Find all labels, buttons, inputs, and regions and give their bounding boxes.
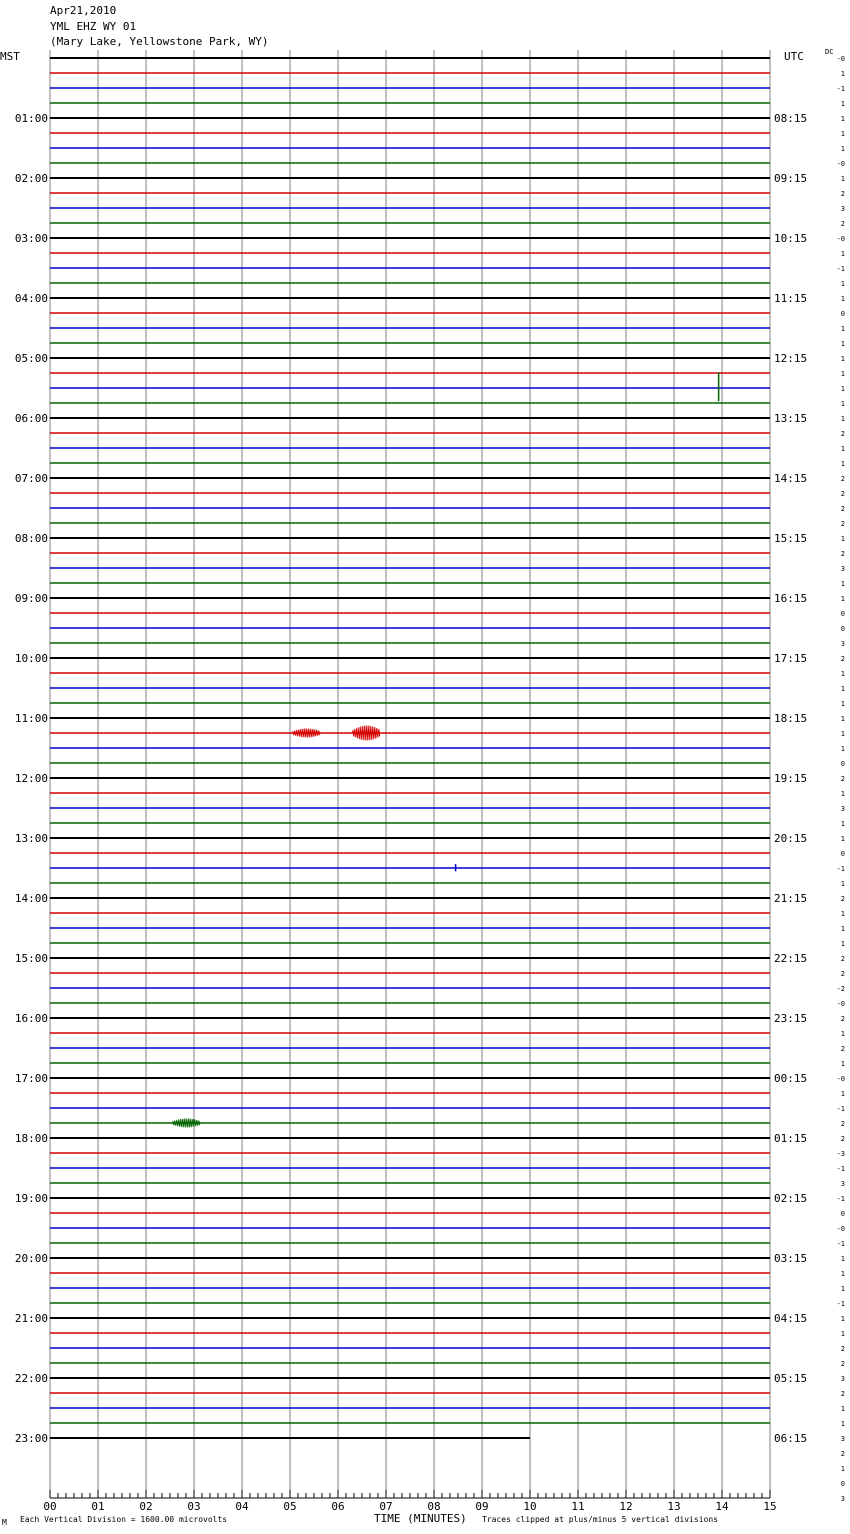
left-hour-label: 12:00 xyxy=(14,772,48,785)
dc-offset-value: 1 xyxy=(840,715,845,723)
dc-offset-value: 1 xyxy=(840,175,845,183)
x-tick-label: 04 xyxy=(235,1500,249,1513)
left-hour-label: 07:00 xyxy=(14,472,48,485)
dc-offset-value: 1 xyxy=(840,355,845,363)
dc-offset-value: 1 xyxy=(840,385,845,393)
dc-offset-value: -1 xyxy=(836,865,845,873)
left-hour-label: 23:00 xyxy=(14,1432,48,1445)
dc-offset-value: 1 xyxy=(840,1285,845,1293)
dc-offset-value: 2 xyxy=(840,655,845,663)
dc-offset-value: 1 xyxy=(840,745,845,753)
dc-offset-value: 1 xyxy=(840,1315,845,1323)
dc-offset-value: 3 xyxy=(840,1495,845,1503)
dc-offset-value: 1 xyxy=(840,415,845,423)
dc-offset-value: 1 xyxy=(840,250,845,258)
right-hour-label: 08:15 xyxy=(774,112,808,125)
dc-offset-value: -0 xyxy=(836,1000,845,1008)
right-hour-label: 10:15 xyxy=(774,232,808,245)
dc-offset-value: 2 xyxy=(840,1045,845,1053)
dc-offset-value: 1 xyxy=(840,580,845,588)
right-hour-label: 21:15 xyxy=(774,892,808,905)
dc-offset-value: -0 xyxy=(836,1225,845,1233)
dc-offset-value: 1 xyxy=(840,295,845,303)
dc-offset-value: 2 xyxy=(840,1390,845,1398)
dc-offset-value: 2 xyxy=(840,1015,845,1023)
dc-offset-value: 2 xyxy=(840,1345,845,1353)
dc-offset-value: -1 xyxy=(836,1105,845,1113)
event-burst xyxy=(173,1119,200,1128)
dc-offset-value: 1 xyxy=(840,460,845,468)
left-hour-label: 14:00 xyxy=(14,892,48,905)
right-hour-label: 11:15 xyxy=(774,292,808,305)
dc-offset-value: 1 xyxy=(840,445,845,453)
dc-offset-value: 2 xyxy=(840,1450,845,1458)
dc-offset-value: 3 xyxy=(840,565,845,573)
dc-offset-value: -0 xyxy=(836,55,845,63)
dc-offset-value: 1 xyxy=(840,685,845,693)
left-hour-label: 11:00 xyxy=(14,712,48,725)
dc-offset-value: 3 xyxy=(840,805,845,813)
x-tick-label: 00 xyxy=(43,1500,57,1513)
left-hour-label: 20:00 xyxy=(14,1252,48,1265)
left-hour-label: 13:00 xyxy=(14,832,48,845)
x-tick-label: 11 xyxy=(571,1500,585,1513)
right-timezone-label: UTC xyxy=(784,50,804,63)
dc-offset-value: 3 xyxy=(840,1435,845,1443)
dc-offset-value: 0 xyxy=(840,850,845,858)
x-tick-label: 14 xyxy=(715,1500,729,1513)
left-hour-label: 21:00 xyxy=(14,1312,48,1325)
dc-offset-value: 3 xyxy=(840,1180,845,1188)
dc-offset-value: 1 xyxy=(840,670,845,678)
dc-offset-value: 1 xyxy=(840,400,845,408)
dc-offset-value: 2 xyxy=(840,895,845,903)
station-location: (Mary Lake, Yellowstone Park, WY) xyxy=(50,35,269,48)
dc-offset-value: 1 xyxy=(840,100,845,108)
left-hour-label: 18:00 xyxy=(14,1132,48,1145)
left-hour-label: 01:00 xyxy=(14,112,48,125)
left-hour-label: 04:00 xyxy=(14,292,48,305)
dc-offset-value: 1 xyxy=(840,940,845,948)
dc-offset-value: -2 xyxy=(836,985,845,993)
dc-offset-value: 1 xyxy=(840,790,845,798)
dc-offset-value: 1 xyxy=(840,1405,845,1413)
dc-offset-value: 2 xyxy=(840,550,845,558)
left-hour-label: 09:00 xyxy=(14,592,48,605)
x-tick-label: 01 xyxy=(91,1500,105,1513)
dc-offset-value: 2 xyxy=(840,505,845,513)
dc-offset-value: 2 xyxy=(840,970,845,978)
right-hour-label: 17:15 xyxy=(774,652,808,665)
dc-offset-value: 1 xyxy=(840,145,845,153)
dc-offset-value: 1 xyxy=(840,1255,845,1263)
left-hour-label: 02:00 xyxy=(14,172,48,185)
dc-offset-value: 2 xyxy=(840,475,845,483)
dc-offset-value: 1 xyxy=(840,835,845,843)
right-hour-label: 18:15 xyxy=(774,712,808,725)
dc-offset-value: 2 xyxy=(840,1135,845,1143)
dc-offset-value: 1 xyxy=(840,130,845,138)
dc-offset-value: 1 xyxy=(840,700,845,708)
right-hour-label: 22:15 xyxy=(774,952,808,965)
left-hour-label: 17:00 xyxy=(14,1072,48,1085)
dc-offset-value: -1 xyxy=(836,265,845,273)
right-hour-label: 05:15 xyxy=(774,1372,808,1385)
dc-offset-value: -1 xyxy=(836,85,845,93)
dc-offset-value: 0 xyxy=(840,760,845,768)
dc-column-label: DC xyxy=(825,48,834,56)
x-tick-label: 03 xyxy=(187,1500,201,1513)
dc-offset-value: 0 xyxy=(840,1480,845,1488)
dc-offset-value: 2 xyxy=(840,190,845,198)
dc-offset-value: 0 xyxy=(840,625,845,633)
dc-offset-value: 1 xyxy=(840,880,845,888)
right-hour-label: 23:15 xyxy=(774,1012,808,1025)
dc-offset-value: -1 xyxy=(836,1240,845,1248)
dc-offset-value: 2 xyxy=(840,520,845,528)
dc-offset-value: -1 xyxy=(836,1195,845,1203)
dc-offset-value: 1 xyxy=(840,1060,845,1068)
left-timezone-label: MST xyxy=(0,50,20,63)
dc-offset-value: 0 xyxy=(840,1210,845,1218)
right-hour-label: 16:15 xyxy=(774,592,808,605)
x-tick-label: 13 xyxy=(667,1500,681,1513)
x-tick-label: 15 xyxy=(763,1500,777,1513)
left-hour-label: 06:00 xyxy=(14,412,48,425)
dc-offset-value: 2 xyxy=(840,220,845,228)
event-burst xyxy=(353,726,380,741)
dc-offset-value: 2 xyxy=(840,1360,845,1368)
dc-offset-value: -3 xyxy=(836,1150,845,1158)
dc-offset-value: 2 xyxy=(840,775,845,783)
dc-offset-value: 3 xyxy=(840,640,845,648)
x-tick-label: 12 xyxy=(619,1500,633,1513)
dc-offset-value: 1 xyxy=(840,115,845,123)
dc-offset-value: 1 xyxy=(840,1330,845,1338)
left-hour-label: 22:00 xyxy=(14,1372,48,1385)
right-hour-label: 03:15 xyxy=(774,1252,808,1265)
x-tick-label: 02 xyxy=(139,1500,153,1513)
left-hour-label: 10:00 xyxy=(14,652,48,665)
dc-offset-value: -1 xyxy=(836,1300,845,1308)
dc-offset-value: 2 xyxy=(840,490,845,498)
right-hour-label: 06:15 xyxy=(774,1432,808,1445)
dc-offset-value: 2 xyxy=(840,955,845,963)
right-hour-label: 00:15 xyxy=(774,1072,808,1085)
x-axis-title: TIME (MINUTES) xyxy=(374,1512,467,1525)
dc-offset-value: -0 xyxy=(836,235,845,243)
dc-offset-value: 1 xyxy=(840,1030,845,1038)
left-hour-label: 15:00 xyxy=(14,952,48,965)
dc-offset-value: 1 xyxy=(840,1420,845,1428)
corner-mark: M xyxy=(2,1518,7,1527)
dc-offset-value: 1 xyxy=(840,70,845,78)
dc-offset-value: 1 xyxy=(840,1270,845,1278)
dc-offset-value: 2 xyxy=(840,1120,845,1128)
dc-offset-value: 1 xyxy=(840,730,845,738)
right-hour-label: 15:15 xyxy=(774,532,808,545)
dc-offset-value: 1 xyxy=(840,1090,845,1098)
right-hour-label: 19:15 xyxy=(774,772,808,785)
event-marks xyxy=(173,372,719,1127)
dc-offset-value: 1 xyxy=(840,820,845,828)
x-tick-label: 09 xyxy=(475,1500,489,1513)
dc-offset-value: 3 xyxy=(840,1375,845,1383)
right-hour-label: 02:15 xyxy=(774,1192,808,1205)
event-burst xyxy=(293,729,320,738)
x-tick-label: 05 xyxy=(283,1500,297,1513)
dc-offset-value: 1 xyxy=(840,370,845,378)
left-hour-label: 03:00 xyxy=(14,232,48,245)
dc-offset-value: 2 xyxy=(840,430,845,438)
right-hour-label: 09:15 xyxy=(774,172,808,185)
right-hour-label: 12:15 xyxy=(774,352,808,365)
dc-offset-value: 1 xyxy=(840,595,845,603)
dc-offset-value: -0 xyxy=(836,1075,845,1083)
right-hour-label: 13:15 xyxy=(774,412,808,425)
x-tick-label: 07 xyxy=(379,1500,393,1513)
left-hour-label: 08:00 xyxy=(14,532,48,545)
x-tick-label: 06 xyxy=(331,1500,345,1513)
dc-offset-value: 1 xyxy=(840,535,845,543)
right-hour-label: 20:15 xyxy=(774,832,808,845)
station-id: YML EHZ WY 01 xyxy=(50,20,137,33)
dc-offset-value: 3 xyxy=(840,205,845,213)
trace-lines xyxy=(50,58,770,1438)
x-axis xyxy=(43,1490,776,1513)
dc-offset-value: -1 xyxy=(836,1165,845,1173)
dc-offset-value: 1 xyxy=(840,910,845,918)
dc-offset-value: 0 xyxy=(840,610,845,618)
right-hour-label: 04:15 xyxy=(774,1312,808,1325)
x-tick-label: 10 xyxy=(523,1500,537,1513)
left-hour-label: 16:00 xyxy=(14,1012,48,1025)
dc-offset-value: 1 xyxy=(840,280,845,288)
dc-offset-value: 1 xyxy=(840,1465,845,1473)
clip-note: Traces clipped at plus/minus 5 vertical divisions xyxy=(482,1515,719,1524)
dc-offset-value: 0 xyxy=(840,310,845,318)
x-tick-label: 08 xyxy=(427,1500,441,1513)
dc-offset-value: 1 xyxy=(840,340,845,348)
right-hour-label: 01:15 xyxy=(774,1132,808,1145)
dc-offset-value: -0 xyxy=(836,160,845,168)
right-hour-label: 14:15 xyxy=(774,472,808,485)
left-hour-label: 19:00 xyxy=(14,1192,48,1205)
left-hour-label: 05:00 xyxy=(14,352,48,365)
dc-offset-value: 1 xyxy=(840,925,845,933)
scale-note: Each Vertical Division = 1600.00 microvolts xyxy=(20,1515,228,1524)
plot-date: Apr21,2010 xyxy=(50,4,117,17)
dc-offset-value: 1 xyxy=(840,325,845,333)
